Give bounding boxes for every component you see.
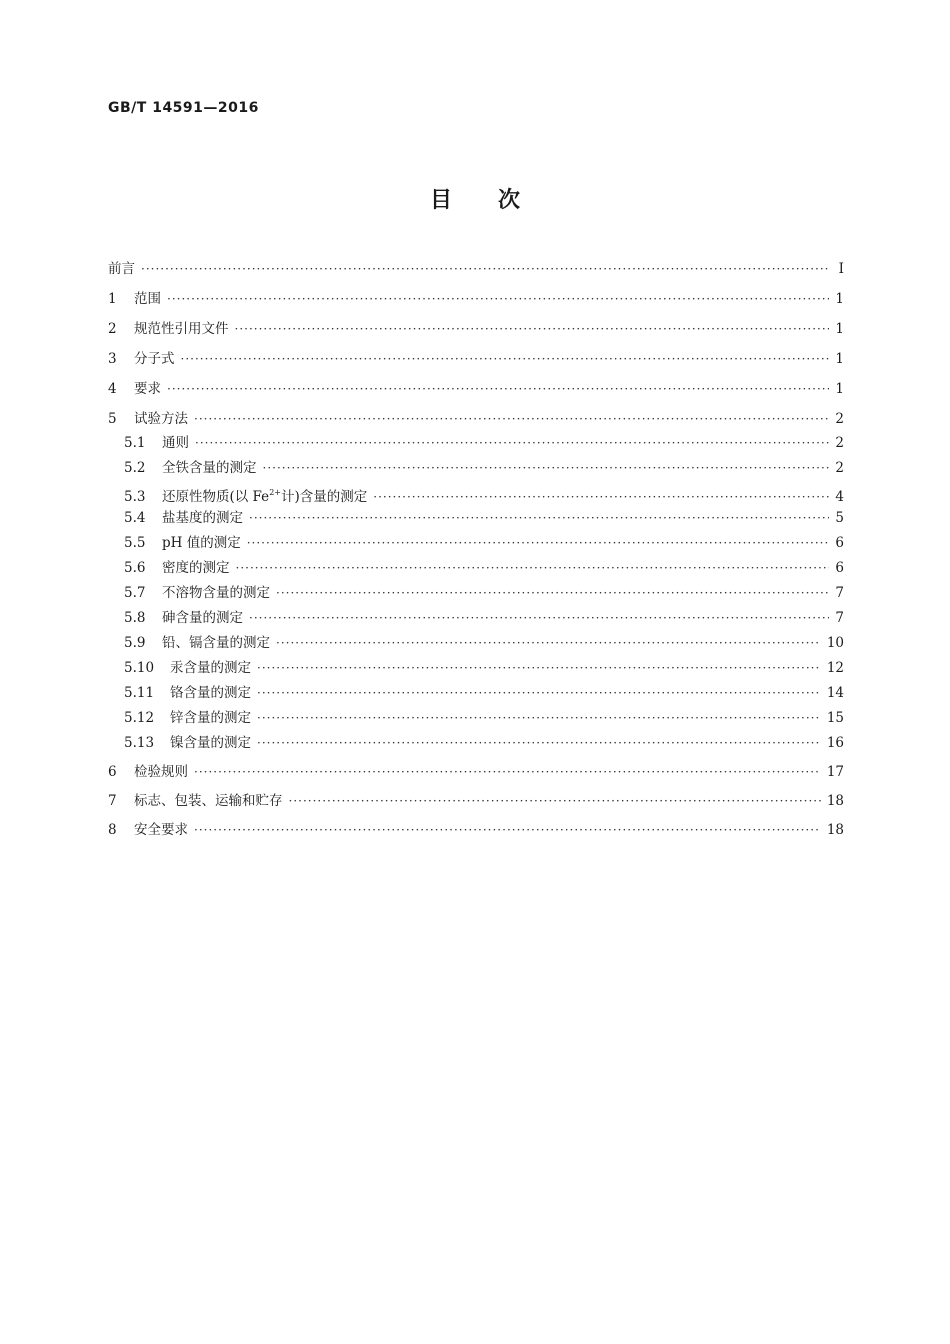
toc-entry-page: 1 — [835, 351, 844, 367]
dot-leader — [249, 507, 829, 529]
toc-entry-number: 2 — [108, 321, 117, 337]
toc-entry[interactable] — [124, 432, 844, 454]
toc-entry-label: pH 值的测定 — [162, 535, 241, 551]
dot-leader — [276, 582, 829, 604]
dot-leader — [167, 378, 829, 400]
toc-entry-page: 5 — [835, 510, 844, 526]
toc-entry-label: 砷含量的测定 — [162, 610, 243, 626]
toc-entry-label: 锌含量的测定 — [170, 710, 251, 726]
toc-entry-page: 12 — [826, 660, 844, 676]
toc-entry-label: 标志、包装、运输和贮存 — [134, 793, 283, 809]
dot-leader — [194, 761, 821, 783]
toc-entry[interactable] — [108, 761, 844, 783]
dot-leader — [235, 318, 830, 340]
toc-entry-label: 还原性物质(以 $Fe^{2+}$计)含量的测定 — [162, 488, 368, 505]
toc-entry-page: 1 — [835, 291, 844, 307]
toc-entry-number: 5.11 — [124, 685, 155, 701]
toc-entry[interactable] — [108, 348, 844, 370]
toc-entry[interactable] — [124, 707, 844, 729]
toc-entry-page: 7 — [835, 610, 844, 626]
toc-entry-page: 4 — [835, 489, 844, 505]
toc-entry[interactable] — [124, 607, 844, 629]
toc-entry-number: 5.3 — [124, 489, 146, 505]
toc-entry-page: Ⅰ — [838, 261, 844, 277]
toc-entry[interactable] — [124, 582, 844, 604]
toc-entry[interactable] — [124, 457, 844, 479]
dot-leader — [167, 288, 829, 310]
toc-entry-page: 14 — [826, 685, 844, 701]
toc-entry[interactable] — [124, 732, 844, 754]
toc-entry-number: 8 — [108, 822, 117, 838]
toc-entry-label: 铅、镉含量的测定 — [162, 635, 270, 651]
dot-leader — [263, 457, 830, 479]
page-title: 目次 — [429, 188, 566, 213]
toc-entry-number: 5.5 — [124, 535, 146, 551]
toc-entry-number: 5.9 — [124, 635, 146, 651]
dot-leader — [141, 258, 830, 280]
toc-entry-page: 18 — [826, 793, 844, 809]
toc-entry-number: 5.4 — [124, 510, 146, 526]
toc-entry-number: 5.1 — [124, 435, 146, 451]
toc-entry-label: 规范性引用文件 — [134, 321, 229, 337]
toc-entry-page: 18 — [826, 822, 844, 838]
toc-entry-number: 5.2 — [124, 460, 146, 476]
toc-entry-label: 安全要求 — [134, 822, 188, 838]
toc-entry[interactable] — [108, 408, 844, 430]
toc-entry-number: 5.6 — [124, 560, 146, 576]
toc-entry[interactable] — [108, 288, 844, 310]
toc-entry-page: 2 — [835, 411, 844, 427]
toc-entry[interactable] — [108, 378, 844, 400]
toc-entry-number: 5 — [108, 411, 117, 427]
superscript: 2+ — [269, 488, 281, 497]
toc-entry-number: 3 — [108, 351, 117, 367]
dot-leader — [249, 607, 829, 629]
toc-entry-label: 分子式 — [134, 351, 175, 367]
toc-entry-number: 1 — [108, 291, 117, 307]
toc-entry-label: 要求 — [134, 381, 161, 397]
toc-entry-page: 7 — [835, 585, 844, 601]
dot-leader — [195, 432, 829, 454]
dot-leader — [181, 348, 830, 370]
toc-entry[interactable] — [108, 819, 844, 841]
toc-entry[interactable] — [108, 258, 844, 280]
toc-entry-label: 通则 — [162, 435, 189, 451]
toc-entry-page: 6 — [835, 535, 844, 551]
toc-entry-number: 7 — [108, 793, 117, 809]
dot-leader — [247, 532, 830, 554]
toc-entry-page: 2 — [835, 460, 844, 476]
toc-entry-page: 10 — [826, 635, 844, 651]
toc-entry-label: 范围 — [134, 291, 161, 307]
toc-entry-label: 前言 — [108, 261, 135, 277]
toc-entry[interactable] — [124, 682, 844, 704]
dot-leader — [289, 790, 821, 812]
dot-leader — [257, 732, 821, 754]
dot-leader — [257, 707, 821, 729]
toc-entry-label: 汞含量的测定 — [170, 660, 251, 676]
toc-entry-number: 5.7 — [124, 585, 146, 601]
toc-entry-number: 6 — [108, 764, 117, 780]
dot-leader — [276, 632, 821, 654]
toc-entry-page: 6 — [835, 560, 844, 576]
toc-entry[interactable] — [124, 632, 844, 654]
dot-leader — [257, 657, 821, 679]
toc-entry-label: 检验规则 — [134, 764, 188, 780]
dot-leader — [236, 557, 830, 579]
toc-entry-number: 4 — [108, 381, 117, 397]
toc-entry-page: 1 — [835, 321, 844, 337]
toc-entry[interactable] — [124, 557, 844, 579]
toc-entry-page: 17 — [826, 764, 844, 780]
toc-entry-page: 1 — [835, 381, 844, 397]
toc-entry-label: 盐基度的测定 — [162, 510, 243, 526]
dot-leader — [194, 819, 821, 841]
toc-entry-page: 2 — [835, 435, 844, 451]
toc-entry-page: 16 — [826, 735, 844, 751]
dot-leader — [257, 682, 821, 704]
toc-entry[interactable] — [124, 482, 844, 504]
toc-entry[interactable] — [108, 318, 844, 340]
toc-entry[interactable] — [124, 657, 844, 679]
toc-entry-label: 铬含量的测定 — [170, 685, 251, 701]
dot-leader — [194, 408, 829, 430]
toc-entry-number: 5.13 — [124, 735, 155, 751]
toc-entry-label: 镍含量的测定 — [170, 735, 251, 751]
toc-entry-number: 5.8 — [124, 610, 146, 626]
toc-entry-number: 5.10 — [124, 660, 155, 676]
toc-entry-label: 密度的测定 — [162, 560, 230, 576]
toc-entry-label: 试验方法 — [134, 411, 188, 427]
toc-entry[interactable] — [124, 532, 844, 554]
toc-entry[interactable] — [124, 507, 844, 529]
dot-leader — [373, 486, 829, 508]
toc-entry-page: 15 — [826, 710, 844, 726]
toc-entry-number: 5.12 — [124, 710, 155, 726]
toc-entry-label: 不溶物含量的测定 — [162, 585, 270, 601]
standard-code: GB/T 14591—2016 — [108, 100, 259, 116]
toc-entry[interactable] — [108, 790, 844, 812]
toc-entry-label: 全铁含量的测定 — [162, 460, 257, 476]
